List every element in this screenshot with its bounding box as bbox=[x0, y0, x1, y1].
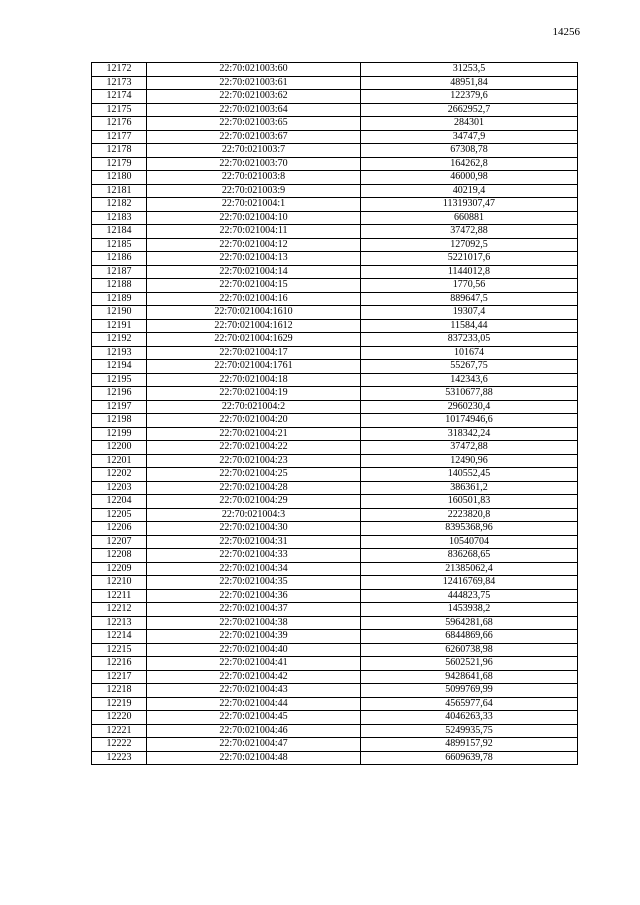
value-cell: 122379,6 bbox=[361, 90, 578, 104]
value-cell: 1144012,8 bbox=[361, 265, 578, 279]
row-number-cell: 12220 bbox=[92, 711, 147, 725]
cadastral-number-cell: 22:70:021003:67 bbox=[147, 130, 361, 144]
table-row bbox=[92, 198, 578, 212]
value-cell: 31253,5 bbox=[361, 63, 578, 77]
value-cell: 8395368,96 bbox=[361, 522, 578, 536]
cadastral-value-table bbox=[91, 62, 578, 765]
row-number-cell: 12176 bbox=[92, 117, 147, 131]
value-cell: 37472,88 bbox=[361, 225, 578, 239]
value-cell: 10540704 bbox=[361, 535, 578, 549]
value-cell: 11584,44 bbox=[361, 319, 578, 333]
value-cell: 889647,5 bbox=[361, 292, 578, 306]
table-row bbox=[92, 76, 578, 90]
table-row bbox=[92, 535, 578, 549]
table-row bbox=[92, 562, 578, 576]
row-number-cell: 12186 bbox=[92, 252, 147, 266]
table-row bbox=[92, 657, 578, 671]
table-row bbox=[92, 643, 578, 657]
cadastral-number-cell: 22:70:021004:39 bbox=[147, 630, 361, 644]
row-number-cell: 12201 bbox=[92, 454, 147, 468]
row-number-cell: 12221 bbox=[92, 724, 147, 738]
cadastral-number-cell: 22:70:021003:62 bbox=[147, 90, 361, 104]
table-row bbox=[92, 427, 578, 441]
value-cell: 142343,6 bbox=[361, 373, 578, 387]
table-row bbox=[92, 211, 578, 225]
value-cell: 37472,88 bbox=[361, 441, 578, 455]
value-cell: 12416769,84 bbox=[361, 576, 578, 590]
value-cell: 284301 bbox=[361, 117, 578, 131]
row-number-cell: 12218 bbox=[92, 684, 147, 698]
cadastral-number-cell: 22:70:021004:34 bbox=[147, 562, 361, 576]
value-cell: 5099769,99 bbox=[361, 684, 578, 698]
cadastral-number-cell: 22:70:021004:17 bbox=[147, 346, 361, 360]
value-cell: 386361,2 bbox=[361, 481, 578, 495]
value-cell: 101674 bbox=[361, 346, 578, 360]
table-row bbox=[92, 670, 578, 684]
table-row bbox=[92, 697, 578, 711]
value-cell: 160501,83 bbox=[361, 495, 578, 509]
value-cell: 9428641,68 bbox=[361, 670, 578, 684]
row-number-cell: 12208 bbox=[92, 549, 147, 563]
table-row bbox=[92, 616, 578, 630]
row-number-cell: 12187 bbox=[92, 265, 147, 279]
cadastral-number-cell: 22:70:021004:47 bbox=[147, 738, 361, 752]
row-number-cell: 12202 bbox=[92, 468, 147, 482]
row-number-cell: 12196 bbox=[92, 387, 147, 401]
page-number: 14256 bbox=[552, 26, 580, 38]
row-number-cell: 12178 bbox=[92, 144, 147, 158]
row-number-cell: 12177 bbox=[92, 130, 147, 144]
row-number-cell: 12211 bbox=[92, 589, 147, 603]
value-cell: 4565977,64 bbox=[361, 697, 578, 711]
table-row bbox=[92, 319, 578, 333]
cadastral-number-cell: 22:70:021004:3 bbox=[147, 508, 361, 522]
table-row bbox=[92, 117, 578, 131]
cadastral-number-cell: 22:70:021003:65 bbox=[147, 117, 361, 131]
cadastral-number-cell: 22:70:021004:37 bbox=[147, 603, 361, 617]
cadastral-number-cell: 22:70:021004:15 bbox=[147, 279, 361, 293]
cadastral-number-cell: 22:70:021004:16 bbox=[147, 292, 361, 306]
value-cell: 1453938,2 bbox=[361, 603, 578, 617]
cadastral-number-cell: 22:70:021004:1 bbox=[147, 198, 361, 212]
table-row bbox=[92, 603, 578, 617]
value-cell: 12490,96 bbox=[361, 454, 578, 468]
cadastral-number-cell: 22:70:021004:1761 bbox=[147, 360, 361, 374]
row-number-cell: 12216 bbox=[92, 657, 147, 671]
table-row bbox=[92, 333, 578, 347]
table-row bbox=[92, 279, 578, 293]
value-cell: 5221017,6 bbox=[361, 252, 578, 266]
cadastral-number-cell: 22:70:021004:23 bbox=[147, 454, 361, 468]
cadastral-number-cell: 22:70:021004:25 bbox=[147, 468, 361, 482]
row-number-cell: 12214 bbox=[92, 630, 147, 644]
row-number-cell: 12210 bbox=[92, 576, 147, 590]
row-number-cell: 12219 bbox=[92, 697, 147, 711]
cadastral-number-cell: 22:70:021004:28 bbox=[147, 481, 361, 495]
cadastral-number-cell: 22:70:021003:61 bbox=[147, 76, 361, 90]
table-row bbox=[92, 63, 578, 77]
value-cell: 2223820,8 bbox=[361, 508, 578, 522]
row-number-cell: 12192 bbox=[92, 333, 147, 347]
value-cell: 4899157,92 bbox=[361, 738, 578, 752]
value-cell: 67308,78 bbox=[361, 144, 578, 158]
row-number-cell: 12222 bbox=[92, 738, 147, 752]
table-row bbox=[92, 738, 578, 752]
row-number-cell: 12191 bbox=[92, 319, 147, 333]
row-number-cell: 12184 bbox=[92, 225, 147, 239]
row-number-cell: 12180 bbox=[92, 171, 147, 185]
value-cell: 48951,84 bbox=[361, 76, 578, 90]
value-cell: 140552,45 bbox=[361, 468, 578, 482]
row-number-cell: 12190 bbox=[92, 306, 147, 320]
cadastral-number-cell: 22:70:021003:8 bbox=[147, 171, 361, 185]
row-number-cell: 12179 bbox=[92, 157, 147, 171]
row-number-cell: 12182 bbox=[92, 198, 147, 212]
cadastral-number-cell: 22:70:021003:70 bbox=[147, 157, 361, 171]
table-row bbox=[92, 724, 578, 738]
table-row bbox=[92, 157, 578, 171]
value-cell: 444823,75 bbox=[361, 589, 578, 603]
cadastral-number-cell: 22:70:021004:1629 bbox=[147, 333, 361, 347]
table-row bbox=[92, 481, 578, 495]
cadastral-number-cell: 22:70:021004:14 bbox=[147, 265, 361, 279]
row-number-cell: 12197 bbox=[92, 400, 147, 414]
value-cell: 1770,56 bbox=[361, 279, 578, 293]
cadastral-number-cell: 22:70:021004:29 bbox=[147, 495, 361, 509]
row-number-cell: 12194 bbox=[92, 360, 147, 374]
row-number-cell: 12173 bbox=[92, 76, 147, 90]
row-number-cell: 12217 bbox=[92, 670, 147, 684]
row-number-cell: 12188 bbox=[92, 279, 147, 293]
table-row bbox=[92, 90, 578, 104]
value-cell: 5964281,68 bbox=[361, 616, 578, 630]
value-cell: 6609639,78 bbox=[361, 751, 578, 765]
value-cell: 5249935,75 bbox=[361, 724, 578, 738]
table-row bbox=[92, 252, 578, 266]
row-number-cell: 12193 bbox=[92, 346, 147, 360]
cadastral-number-cell: 22:70:021004:44 bbox=[147, 697, 361, 711]
table-row bbox=[92, 751, 578, 765]
value-cell: 34747,9 bbox=[361, 130, 578, 144]
value-cell: 127092,5 bbox=[361, 238, 578, 252]
value-cell: 11319307,47 bbox=[361, 198, 578, 212]
table-row bbox=[92, 373, 578, 387]
cadastral-number-cell: 22:70:021004:31 bbox=[147, 535, 361, 549]
value-cell: 6844869,66 bbox=[361, 630, 578, 644]
value-cell: 2960230,4 bbox=[361, 400, 578, 414]
value-cell: 2662952,7 bbox=[361, 103, 578, 117]
row-number-cell: 12198 bbox=[92, 414, 147, 428]
row-number-cell: 12195 bbox=[92, 373, 147, 387]
value-cell: 21385062,4 bbox=[361, 562, 578, 576]
value-cell: 836268,65 bbox=[361, 549, 578, 563]
value-cell: 55267,75 bbox=[361, 360, 578, 374]
table-row bbox=[92, 441, 578, 455]
table-row bbox=[92, 589, 578, 603]
table-row bbox=[92, 576, 578, 590]
cadastral-number-cell: 22:70:021004:42 bbox=[147, 670, 361, 684]
table-row bbox=[92, 171, 578, 185]
row-number-cell: 12199 bbox=[92, 427, 147, 441]
cadastral-number-cell: 22:70:021004:35 bbox=[147, 576, 361, 590]
cadastral-number-cell: 22:70:021004:48 bbox=[147, 751, 361, 765]
table-row bbox=[92, 238, 578, 252]
value-cell: 164262,8 bbox=[361, 157, 578, 171]
table-row bbox=[92, 684, 578, 698]
row-number-cell: 12204 bbox=[92, 495, 147, 509]
table-row bbox=[92, 522, 578, 536]
row-number-cell: 12212 bbox=[92, 603, 147, 617]
table-row bbox=[92, 103, 578, 117]
cadastral-number-cell: 22:70:021004:1612 bbox=[147, 319, 361, 333]
table-row bbox=[92, 346, 578, 360]
cadastral-number-cell: 22:70:021004:20 bbox=[147, 414, 361, 428]
row-number-cell: 12207 bbox=[92, 535, 147, 549]
value-cell: 5310677,88 bbox=[361, 387, 578, 401]
value-cell: 6260738,98 bbox=[361, 643, 578, 657]
table-row bbox=[92, 508, 578, 522]
row-number-cell: 12203 bbox=[92, 481, 147, 495]
table-row bbox=[92, 387, 578, 401]
row-number-cell: 12175 bbox=[92, 103, 147, 117]
table-row bbox=[92, 468, 578, 482]
cadastral-number-cell: 22:70:021003:60 bbox=[147, 63, 361, 77]
cadastral-number-cell: 22:70:021004:11 bbox=[147, 225, 361, 239]
value-cell: 318342,24 bbox=[361, 427, 578, 441]
value-cell: 19307,4 bbox=[361, 306, 578, 320]
table-row bbox=[92, 549, 578, 563]
cadastral-number-cell: 22:70:021004:2 bbox=[147, 400, 361, 414]
row-number-cell: 12215 bbox=[92, 643, 147, 657]
cadastral-number-cell: 22:70:021004:41 bbox=[147, 657, 361, 671]
cadastral-number-cell: 22:70:021004:1610 bbox=[147, 306, 361, 320]
value-cell: 10174946,6 bbox=[361, 414, 578, 428]
table-row bbox=[92, 306, 578, 320]
value-cell: 40219,4 bbox=[361, 184, 578, 198]
row-number-cell: 12209 bbox=[92, 562, 147, 576]
cadastral-number-cell: 22:70:021004:36 bbox=[147, 589, 361, 603]
cadastral-number-cell: 22:70:021003:7 bbox=[147, 144, 361, 158]
cadastral-number-cell: 22:70:021004:12 bbox=[147, 238, 361, 252]
cadastral-number-cell: 22:70:021004:40 bbox=[147, 643, 361, 657]
row-number-cell: 12213 bbox=[92, 616, 147, 630]
cadastral-number-cell: 22:70:021004:21 bbox=[147, 427, 361, 441]
cadastral-number-cell: 22:70:021004:10 bbox=[147, 211, 361, 225]
table-row bbox=[92, 292, 578, 306]
table-row bbox=[92, 265, 578, 279]
row-number-cell: 12181 bbox=[92, 184, 147, 198]
table-row bbox=[92, 184, 578, 198]
cadastral-number-cell: 22:70:021004:19 bbox=[147, 387, 361, 401]
value-cell: 4046263,33 bbox=[361, 711, 578, 725]
table-row bbox=[92, 400, 578, 414]
table-row bbox=[92, 711, 578, 725]
cadastral-number-cell: 22:70:021004:22 bbox=[147, 441, 361, 455]
row-number-cell: 12174 bbox=[92, 90, 147, 104]
row-number-cell: 12183 bbox=[92, 211, 147, 225]
cadastral-number-cell: 22:70:021004:33 bbox=[147, 549, 361, 563]
table-row bbox=[92, 414, 578, 428]
table-row bbox=[92, 454, 578, 468]
row-number-cell: 12205 bbox=[92, 508, 147, 522]
table-row bbox=[92, 130, 578, 144]
cadastral-number-cell: 22:70:021004:30 bbox=[147, 522, 361, 536]
cadastral-number-cell: 22:70:021003:64 bbox=[147, 103, 361, 117]
cadastral-number-cell: 22:70:021004:43 bbox=[147, 684, 361, 698]
row-number-cell: 12206 bbox=[92, 522, 147, 536]
cadastral-number-cell: 22:70:021004:18 bbox=[147, 373, 361, 387]
cadastral-number-cell: 22:70:021004:38 bbox=[147, 616, 361, 630]
row-number-cell: 12172 bbox=[92, 63, 147, 77]
row-number-cell: 12223 bbox=[92, 751, 147, 765]
value-cell: 837233,05 bbox=[361, 333, 578, 347]
table-body bbox=[92, 63, 578, 765]
row-number-cell: 12189 bbox=[92, 292, 147, 306]
row-number-cell: 12200 bbox=[92, 441, 147, 455]
table-row bbox=[92, 144, 578, 158]
table-row bbox=[92, 360, 578, 374]
table-row bbox=[92, 630, 578, 644]
table-row bbox=[92, 495, 578, 509]
value-cell: 46000,98 bbox=[361, 171, 578, 185]
cadastral-number-cell: 22:70:021004:45 bbox=[147, 711, 361, 725]
table-row bbox=[92, 225, 578, 239]
cadastral-number-cell: 22:70:021004:13 bbox=[147, 252, 361, 266]
value-cell: 5602521,96 bbox=[361, 657, 578, 671]
cadastral-number-cell: 22:70:021003:9 bbox=[147, 184, 361, 198]
row-number-cell: 12185 bbox=[92, 238, 147, 252]
value-cell: 660881 bbox=[361, 211, 578, 225]
cadastral-number-cell: 22:70:021004:46 bbox=[147, 724, 361, 738]
